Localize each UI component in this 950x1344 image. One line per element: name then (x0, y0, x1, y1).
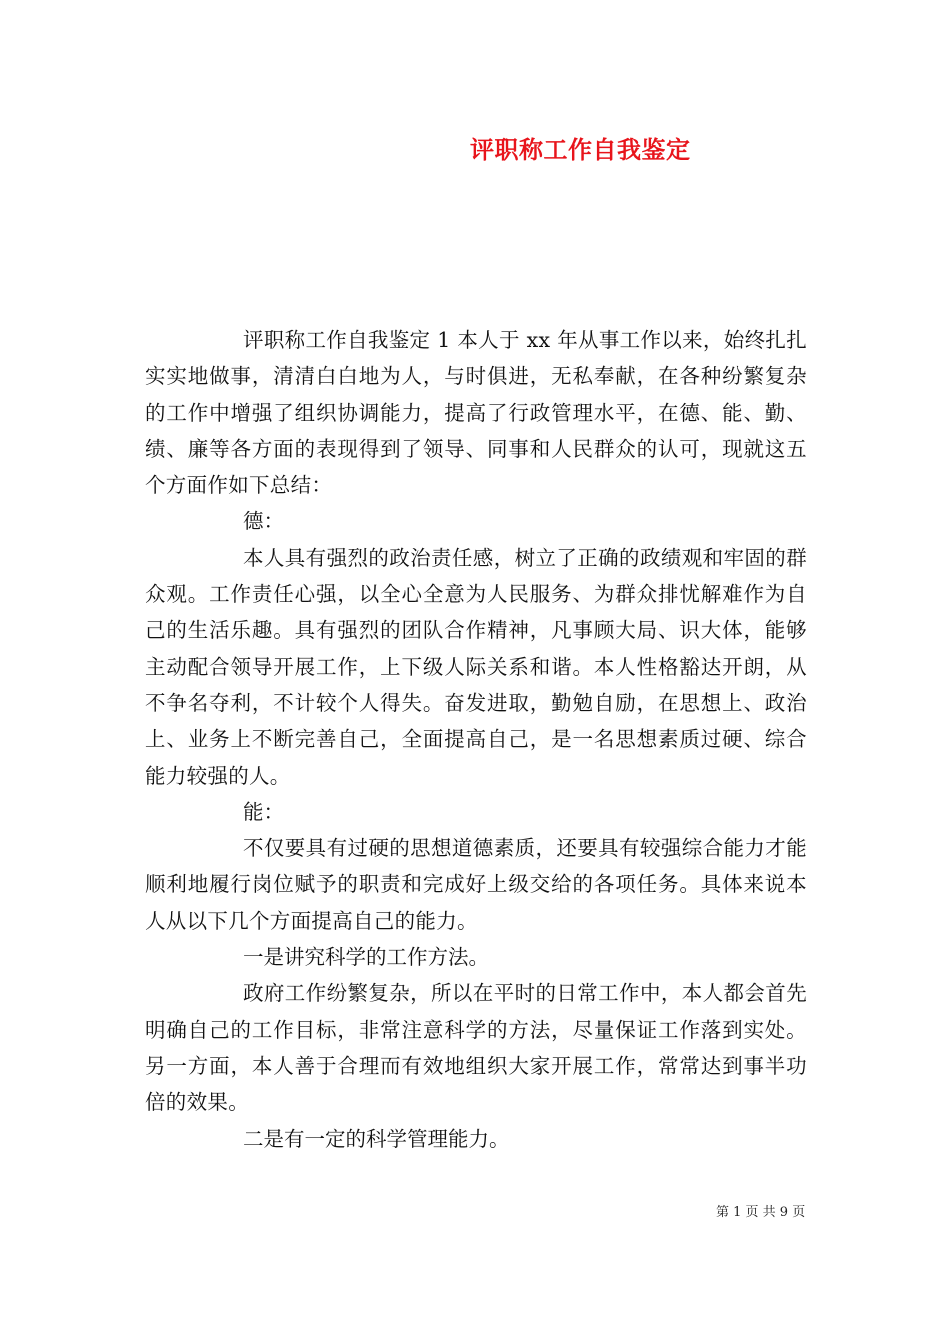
document-body (145, 322, 807, 1157)
subheading-method: 一是讲究科学的工作方法。 (243, 945, 489, 970)
subheading-management: 二是有一定的科学管理能力。 (243, 1126, 510, 1151)
section-heading-de: 德： (243, 509, 284, 534)
paragraph-method: 政府工作纷繁复杂，所以在平时的日常工作中，本人都会首先明确自己的工作目标，非常注意科学的方法，尽量保证工作落到实处。另一方面，本人善于合理而有效地组织大家开展工作，常常达到事半功倍的效果。 (145, 981, 807, 1115)
document-title: 评职称工作自我鉴定 (470, 135, 691, 164)
section-heading-neng: 能： (243, 799, 284, 824)
paragraph-neng: 不仅要具有过硬的思想道德素质，还要具有较强综合能力才能顺利地履行岗位赋予的职责和完成好上级交给的各项任务。具体来说本人从以下几个方面提高自己的能力。 (145, 836, 807, 933)
paragraph-intro: 评职称工作自我鉴定 1 本人于 xx 年从事工作以来，始终扎扎实实地做事，清清白白地为人，与时俱进，无私奉献，在各种纷繁复杂的工作中增强了组织协调能力，提高了行政管理水平，在德、能、勤、绩、廉等各方面的表现得到了领导、同事和人民群众的认可，现就这五个方面作如下总结： (145, 328, 807, 498)
page-number: 第 1 页 共 9 页 (716, 1205, 806, 1220)
paragraph-de: 本人具有强烈的政治责任感，树立了正确的政绩观和牢固的群众观。工作责任心强，以全心全意为人民服务、为群众排忧解难作为自己的生活乐趣。具有强烈的团队合作精神，凡事顾大局、识大体，能够主动配合领导开展工作，上下级人际关系和谐。本人性格豁达开朗，从不争名夺利，不计较个人得失。奋发进取，勤勉自励，在思想上、政治上、业务上不断完善自己，全面提高自己，是一名思想素质过硬、综合能力较强的人。 (145, 545, 807, 788)
